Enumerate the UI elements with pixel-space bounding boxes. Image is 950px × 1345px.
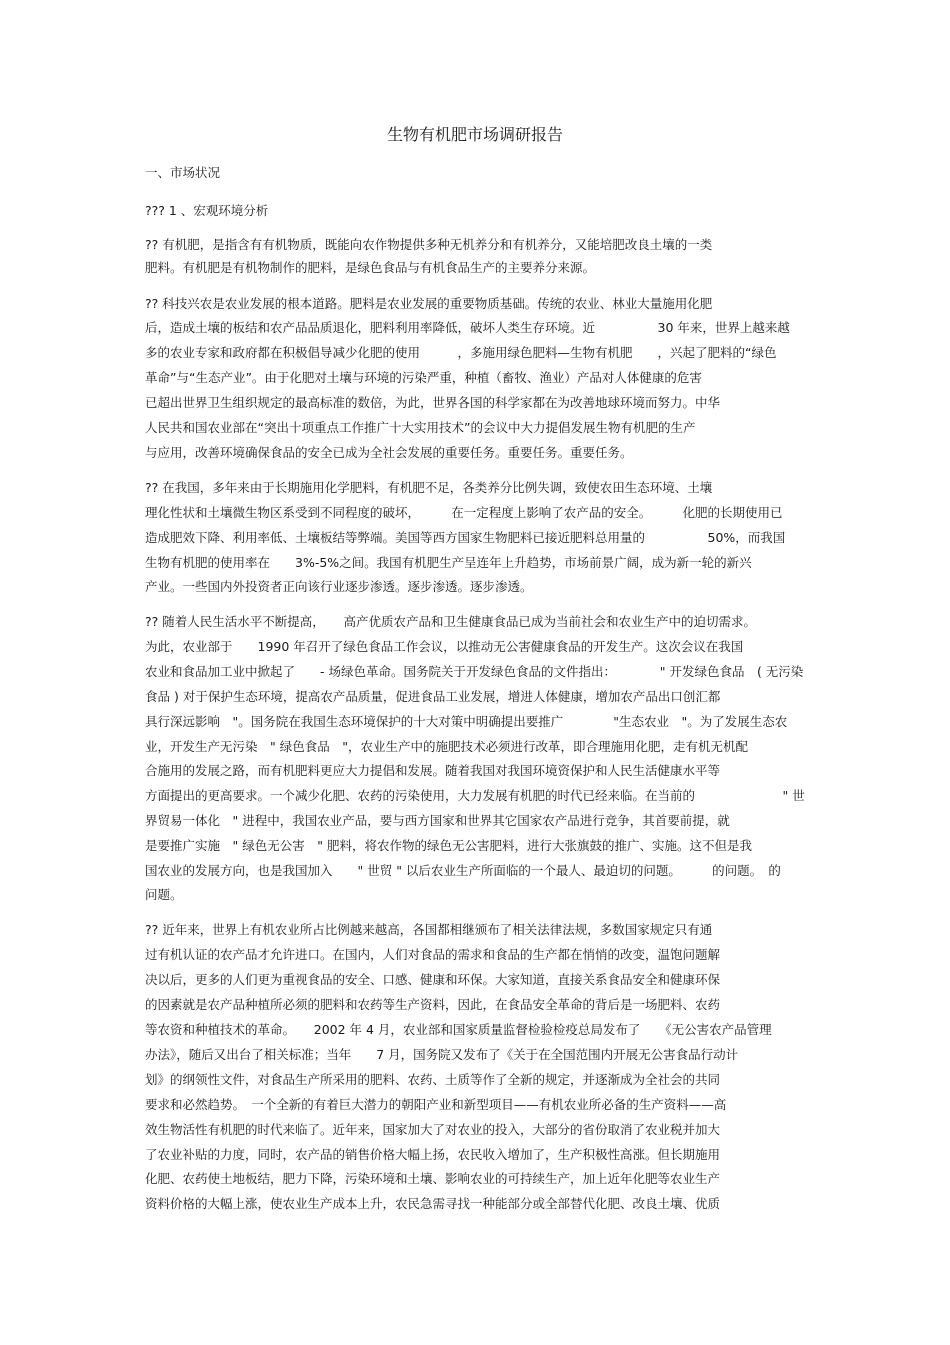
paragraph-line: ?? 近年来，世界上有机农业所占比例越来越高，各国都相继颁布了相关法律法规，多数国家规定只有通 [145, 922, 713, 937]
paragraph-line: 造成肥效下降、利用率低、土壤板结等弊端。美国等西方国家生物肥料已接近肥料总用量的 50%，而我国 [145, 530, 786, 545]
paragraph-line: 已超出世界卫生组织规定的最高标准的数倍，为此，世界各国的科学家都在为改善地球环境而努力。中华 [145, 395, 721, 410]
paragraph-line: 划》的纲领性文件，对食品生产所采用的肥料、农药、土质等作了全新的规定，并逐渐成为全社会的共同 [145, 1072, 721, 1087]
paragraph-line: 等农资和种植技术的革命。 2002 年 4 月，农业部和国家质量监督检验检疫总局发布了 《无公害农产品管理 [145, 1022, 772, 1037]
paragraph-line: 办法》，随后又出台了相关标准；当年 7 月，国务院又发布了《关于在全国范围内开展无公害食品行动计 [145, 1047, 739, 1062]
paragraph-line: 方面提出的更高要求。一个减少化肥、农药的污染使用，大力发展有机肥的时代已经来临。在当前的 " 世 [145, 788, 805, 803]
subsection-heading: ??? 1 、宏观环境分析 [145, 203, 269, 218]
paragraph-line: 具行深远影响 "。国务院在我国生态环境保护的十大对策中明确提出要推广 "生态农业 "。为了发展生态农 [145, 714, 788, 729]
paragraph-line: ?? 科技兴农是农业发展的根本道路。肥料是农业发展的重要物质基础。传统的农业、林业大量施用化肥 [145, 296, 713, 311]
paragraph-line: 为此，农业部于 1990 年召开了绿色食品工作会议，以推动无公害健康食品的开发生产。这次会议在我国 [145, 639, 744, 654]
paragraph-line: 效生物活性有机肥的时代来临了。近年来，国家加大了对农业的投入，大部分的省份取消了农业税并加大 [145, 1122, 721, 1137]
paragraph-line: ?? 有机肥，是指含有有机物质，既能向农作物提供多种无机养分和有机养分，又能培肥改良土壤的一类 [145, 237, 713, 252]
paragraph-line: 革命”与“生态产业”。由于化肥对土壤与环境的污染严重，种植（畜牧、渔业）产品对人体健康的危害 [145, 370, 702, 385]
paragraph-line: 国农业的发展方向，也是我国加入 " 世贸 " 以后农业生产所面临的一个最人、最迫切的问题。 的问题。 的 [145, 863, 781, 878]
paragraph-line: 业，开发生产无污染 " 绿色食品 "，农业生产中的施肥技术必须进行改革，即合理施用化肥，走有机无机配 [145, 739, 748, 754]
paragraph-line: 的因素就是农产品种植所必须的肥料和农药等生产资料，因此，在食品安全革命的背后是一场肥料、农药 [145, 997, 721, 1012]
paragraph-line: 生物有机肥的使用率在 3%-5%之间。我国有机肥生产呈连年上升趋势，市场前景广阔，成为新一轮的新兴 [145, 555, 752, 570]
paragraph-line: 合施用的发展之路，而有机肥料更应大力提倡和发展。随着我国对我国环境资保护和人民生活健康水平等 [145, 763, 721, 778]
paragraph-line: ?? 随着人民生活水平不断提高， 高产优质农产品和卫生健康食品已成为当前社会和农业生产中的迫切需求。 [145, 614, 756, 629]
paragraph-line: 资料价格的大幅上涨，使农业生产成本上升，农民急需寻找一种能部分或全部替代化肥、改良土壤、优质 [145, 1196, 721, 1211]
paragraph-line: 与应用，改善环境确保食品的安全已成为全社会发展的重要任务。重要任务。重要任务。 [145, 445, 633, 460]
paragraph-line: 界贸易一体化 " 进程中，我国农业产品，要与西方国家和世界其它国家农产品进行竞争，其首要前提，就 [145, 813, 730, 828]
paragraph-line: 产业。一些国内外投资者正向该行业逐步渗透。逐步渗透。逐步渗透。 [145, 579, 533, 594]
paragraph-line: 理化性状和土壤微生物区系受到不同程度的破坏， 在一定程度上影响了农产品的安全。 化肥的长期使用已 [145, 505, 783, 520]
paragraph-line: 化肥、农药使土地板结，肥力下降，污染环境和土壤、影响农业的可持续生产，加上近年化肥等农业生产 [145, 1171, 721, 1186]
section-heading: 一、市场状况 [145, 165, 221, 180]
paragraph-line: 人民共和国农业部在“突出十项重点工作推广十大实用技术”的会议中大力提倡发展生物有机肥的生产 [145, 420, 696, 435]
paragraph-line: 了农业补贴的力度，同时，农产品的销售价格大幅上扬，农民收入增加了，生产积极性高涨。但长期施用 [145, 1147, 721, 1162]
document-title: 生物有机肥市场调研报告 [386, 125, 563, 144]
paragraph-line: 肥料。有机肥是有机物制作的肥料，是绿色食品与有机食品生产的主要养分来源。 [145, 260, 596, 275]
paragraph-line: 决以后，更多的人们更为重视食品的安全、口感、健康和环保。大家知道，直接关系食品安全和健康环保 [145, 972, 721, 987]
paragraph-line: 多的农业专家和政府都在积极倡导减少化肥的使用 ，多施用绿色肥料—生物有机肥 ，兴起了肥料的“绿色 [145, 345, 777, 360]
paragraph-line: 是要推广实施 " 绿色无公害 " 肥料，将农作物的绿色无公害肥料，进行大张旗鼓的推广、实施。这不但是我 [145, 838, 752, 853]
paragraph-line: 后，造成土壤的板结和农产品品质退化，肥料利用率降低，破坏人类生存环境。近 30 年来，世界上越来越 [145, 320, 790, 335]
paragraph-line: 农业和食品加工业中掀起了 - 场绿色革命。国务院关于开发绿色食品的文件指出： " 开发绿色食品 ( 无污染 [145, 664, 804, 679]
paragraph-line: 问题。 [145, 887, 183, 902]
paragraph-line: 食品 ) 对于保护生态环境，提高农产品质量，促进食品工业发展，增进人体健康，增加农产品出口创汇都 [145, 689, 721, 704]
paragraph-line: 要求和必然趋势。 一个全新的有着巨大潜力的朝阳产业和新型项目——有机农业所必备的生产资料——高 [145, 1097, 727, 1112]
paragraph-line: 过有机认证的农产品才允许进口。在国内，人们对食品的需求和食品的生产都在悄悄的改变，温饱问题解 [145, 947, 721, 962]
paragraph-line: ?? 在我国，多年来由于长期施用化学肥料，有机肥不足，各类养分比例失调，致使农田生态环境、土壤 [145, 480, 713, 495]
